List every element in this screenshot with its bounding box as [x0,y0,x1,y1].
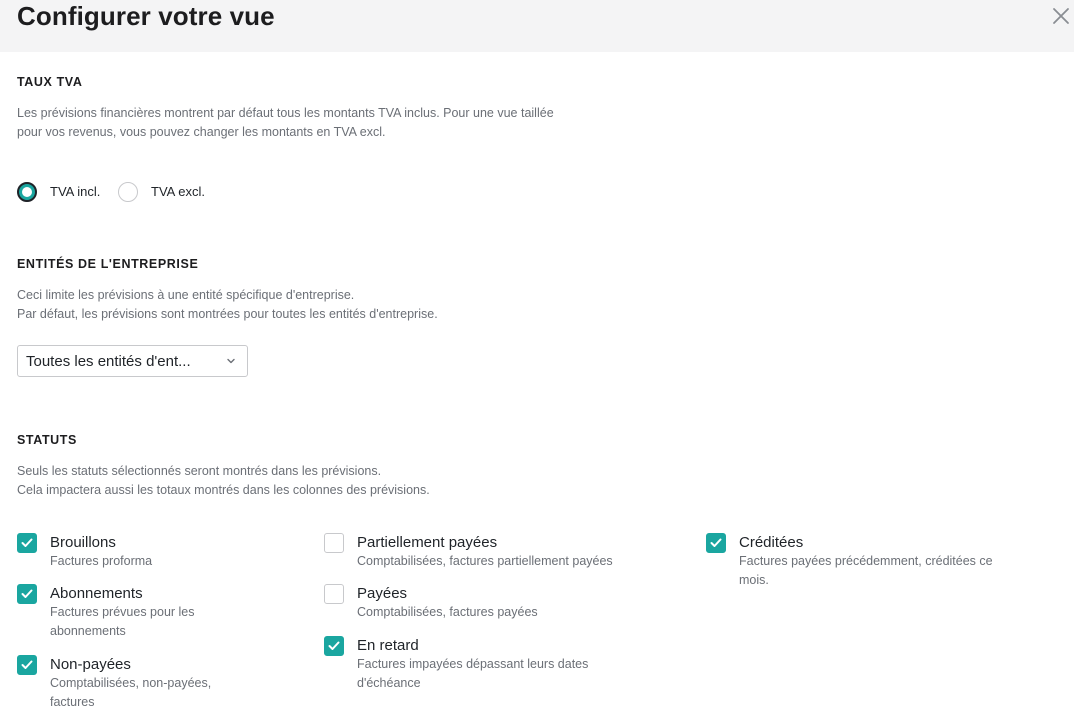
close-icon [1051,6,1071,26]
status-label-non-payees: Non-payées [50,656,131,673]
chevron-down-icon [226,356,236,366]
status-checkbox-creditees[interactable] [706,533,726,553]
close-button[interactable] [1051,6,1071,26]
vat-description-line1: Les prévisions financières montrent par défaut tous les montants TVA inclus. Pour une vue taillée [17,106,554,120]
status-desc-abonnements-line2: abonnements [50,624,126,638]
status-label-payees: Payées [357,585,408,602]
status-label-partiellement-payees: Partiellement payées [357,534,498,551]
status-desc-non-payees-line1: Comptabilisées, non-payées, [50,676,212,690]
status-desc-brouillons: Factures proforma [50,554,153,568]
check-icon [328,641,340,651]
status-checkbox-partiellement-payees[interactable] [324,533,344,553]
status-desc-en-retard-line1: Factures impayées dépassant leurs dates [357,657,589,671]
status-checkbox-brouillons[interactable] [17,533,37,553]
status-desc-partiellement-payees: Comptabilisées, factures partiellement payées [357,554,613,568]
page-title: Configurer votre vue [17,1,275,31]
entity-select-value: Toutes les entités d'ent... [26,353,191,370]
vat-excl-label: TVA excl. [151,184,205,199]
vat-incl-radio[interactable] [17,182,37,202]
entities-section-title: ENTITÉS DE L'ENTREPRISE [17,257,199,271]
status-desc-payees: Comptabilisées, factures payées [357,605,538,619]
status-checkbox-abonnements[interactable] [17,584,37,604]
vat-section-title: TAUX TVA [17,75,83,89]
check-icon [21,660,33,670]
status-label-creditees: Créditées [739,534,804,551]
vat-incl-label: TVA incl. [50,184,101,199]
check-icon [21,589,33,599]
statuses-description-line2: Cela impactera aussi les totaux montrés dans les colonnes des prévisions. [17,483,430,497]
status-checkbox-en-retard[interactable] [324,636,344,656]
status-checkbox-payees[interactable] [324,584,344,604]
vat-excl-radio[interactable] [118,182,138,202]
status-checkbox-non-payees[interactable] [17,655,37,675]
entities-description-line2: Par défaut, les prévisions sont montrées pour toutes les entités d'entreprise. [17,307,438,321]
modal-header [0,0,1074,52]
status-label-brouillons: Brouillons [50,534,116,551]
status-desc-creditees-line1: Factures payées précédemment, créditées ce [739,554,993,568]
status-desc-creditees-line2: mois. [739,573,769,587]
statuses-description-line1: Seuls les statuts sélectionnés seront montrés dans les prévisions. [17,464,382,478]
entities-description-line1: Ceci limite les prévisions à une entité spécifique d'entreprise. [17,288,355,302]
status-desc-non-payees-line2: factures [50,695,95,709]
status-desc-en-retard-line2: d'échéance [357,676,421,690]
statuses-section-title: STATUTS [17,433,77,447]
check-icon [21,538,33,548]
status-label-en-retard: En retard [357,637,419,654]
check-icon [710,538,722,548]
entity-select[interactable] [17,345,248,377]
vat-description-line2: pour vos revenus, vous pouvez changer les montants en TVA excl. [17,125,386,139]
status-desc-abonnements-line1: Factures prévues pour les [50,605,195,619]
status-label-abonnements: Abonnements [50,585,143,602]
